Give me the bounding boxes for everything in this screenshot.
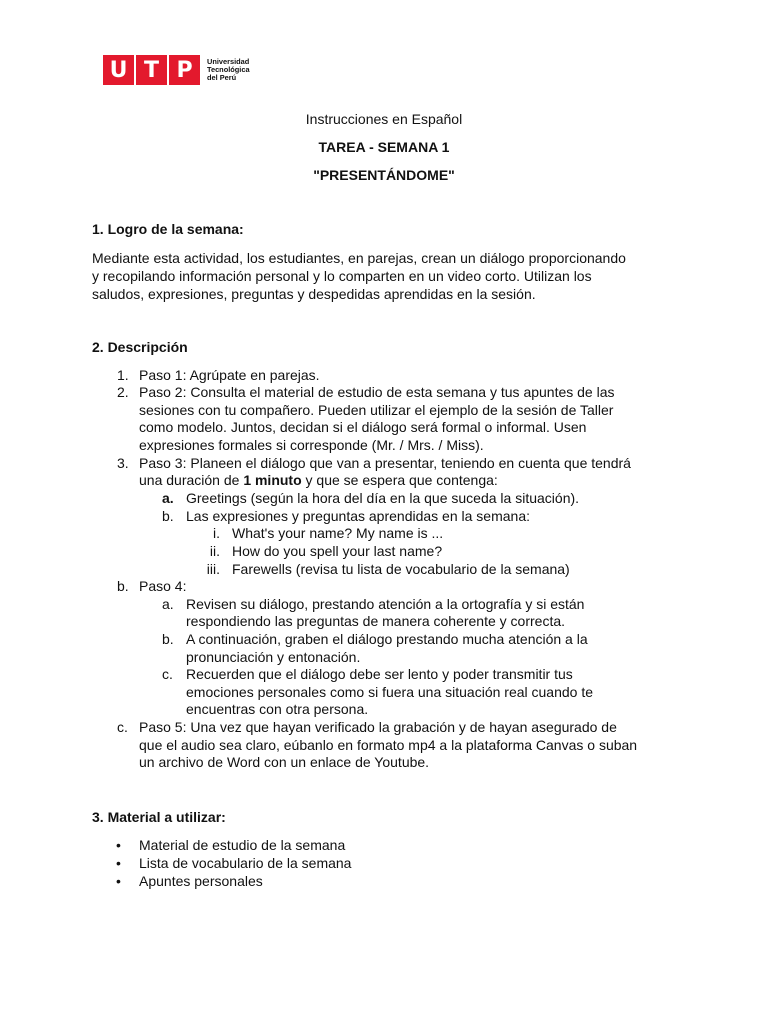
roman-marker: iii. [206, 561, 220, 577]
step4-sub-marker: a. [162, 596, 174, 612]
step5-line: Paso 5: Una vez que hayan verificado la grabación y de hayan asegurado de [139, 719, 617, 735]
material-item: Lista de vocabulario de la semana [139, 855, 352, 871]
bullet-icon: • [116, 855, 121, 871]
step3-line2-post: y que se espera que contenga: [301, 472, 498, 488]
step4-sub-line: respondiendo las preguntas de manera coherente y correcta. [186, 613, 566, 629]
bullet-icon: • [116, 873, 121, 889]
step3-marker: 3. [117, 455, 129, 471]
step3-line: Paso 3: Planeen el diálogo que van a presentar, teniendo en cuenta que tendrá [139, 455, 631, 471]
step4-sub-line: pronunciación y entonación. [186, 649, 361, 665]
section1-heading: 1. Logro de la semana: [92, 221, 244, 237]
logo-line: del Perú [207, 73, 237, 83]
step5-marker: c. [117, 719, 128, 735]
step2-line: como modelo. Juntos, decidan si el diálogo será formal o informal. Usen [139, 419, 587, 435]
roman-marker: i. [213, 525, 220, 541]
utp-logo [103, 55, 250, 85]
step1-marker: 1. [117, 367, 129, 383]
roman-item-text: What's your name? My name is ... [232, 525, 444, 541]
step3-duration: 1 minuto [243, 472, 302, 488]
paragraph-line: y recopilando información personal y lo comparten en un video corto. Utilizan los [92, 268, 592, 284]
step4-sub-line: A continuación, graben el diálogo prestando mucha atención a la [186, 631, 588, 647]
doc-subtitle: Instrucciones en Español [305, 111, 463, 127]
step1-text: Paso 1: Agrúpate en parejas. [139, 367, 320, 383]
step3-sub-a-marker: a. [162, 490, 174, 506]
step5-line: que el audio sea claro, eúbanlo en formato mp4 a la plataforma Canvas o suban [139, 737, 638, 753]
doc-title: TAREA - SEMANA 1 [318, 139, 450, 155]
step4-sub-marker: c. [162, 666, 173, 682]
step3-line2 [139, 472, 498, 488]
roman-marker: ii. [209, 543, 220, 559]
step4-sub-marker: b. [162, 631, 174, 647]
step4-text: Paso 4: [139, 578, 187, 594]
logo-letter-t: T [136, 55, 167, 85]
paragraph-line: Mediante esta actividad, los estudiantes, en parejas, crean un diálogo proporcionando [92, 250, 626, 266]
section1-paragraph [92, 249, 692, 303]
roman-item-text: Farewells (revisa tu lista de vocabulario de la semana) [232, 561, 570, 577]
step4-sub-line: Recuerden que el diálogo debe ser lento y poder transmitir tus [186, 666, 573, 682]
step2-marker: 2. [117, 384, 129, 400]
material-item: Material de estudio de la semana [139, 837, 346, 853]
section2-heading: 2. Descripción [92, 339, 188, 355]
step3-sub-a-text: Greetings (según la hora del día en la que suceda la situación). [186, 490, 580, 506]
step2-line: Paso 2: Consulta el material de estudio de esta semana y tus apuntes de las [139, 384, 615, 400]
step2-line: sesiones con tu compañero. Pueden utilizar el ejemplo de la sesión de Taller [139, 402, 614, 418]
doc-quote-title: "PRESENTÁNDOME" [313, 167, 455, 183]
logo-line: Tecnológica [207, 64, 250, 74]
step4-sub-line: encuentras con otra persona. [186, 701, 369, 717]
step3-line2-pre: una duración de [139, 472, 244, 488]
step3-sub-b-text: Las expresiones y preguntas aprendidas en la semana: [186, 508, 530, 524]
bullet-icon: • [116, 837, 121, 853]
logo-wordmark [207, 58, 250, 83]
material-item: Apuntes personales [139, 873, 263, 889]
step2-line: expresiones formales si corresponde (Mr. / Mrs. / Miss). [139, 437, 484, 453]
step4-sub-line: Revisen su diálogo, prestando atención a la ortografía y si están [186, 596, 585, 612]
section3-heading: 3. Material a utilizar: [92, 809, 226, 825]
step4-sub-line: emociones personales como si fuera una situación real cuando te [186, 684, 594, 700]
paragraph-line: saludos, expresiones, preguntas y despedidas aprendidas en la sesión. [92, 286, 536, 302]
step3-sub-b-marker: b. [162, 508, 174, 524]
roman-item-text: How do you spell your last name? [232, 543, 443, 559]
step5-line: un archivo de Word con un enlace de Youtube. [139, 754, 430, 770]
logo-letter-p: P [169, 55, 200, 85]
step4-marker: b. [117, 578, 129, 594]
logo-letter-u: U [103, 55, 134, 85]
logo-line: Universidad [207, 56, 250, 66]
